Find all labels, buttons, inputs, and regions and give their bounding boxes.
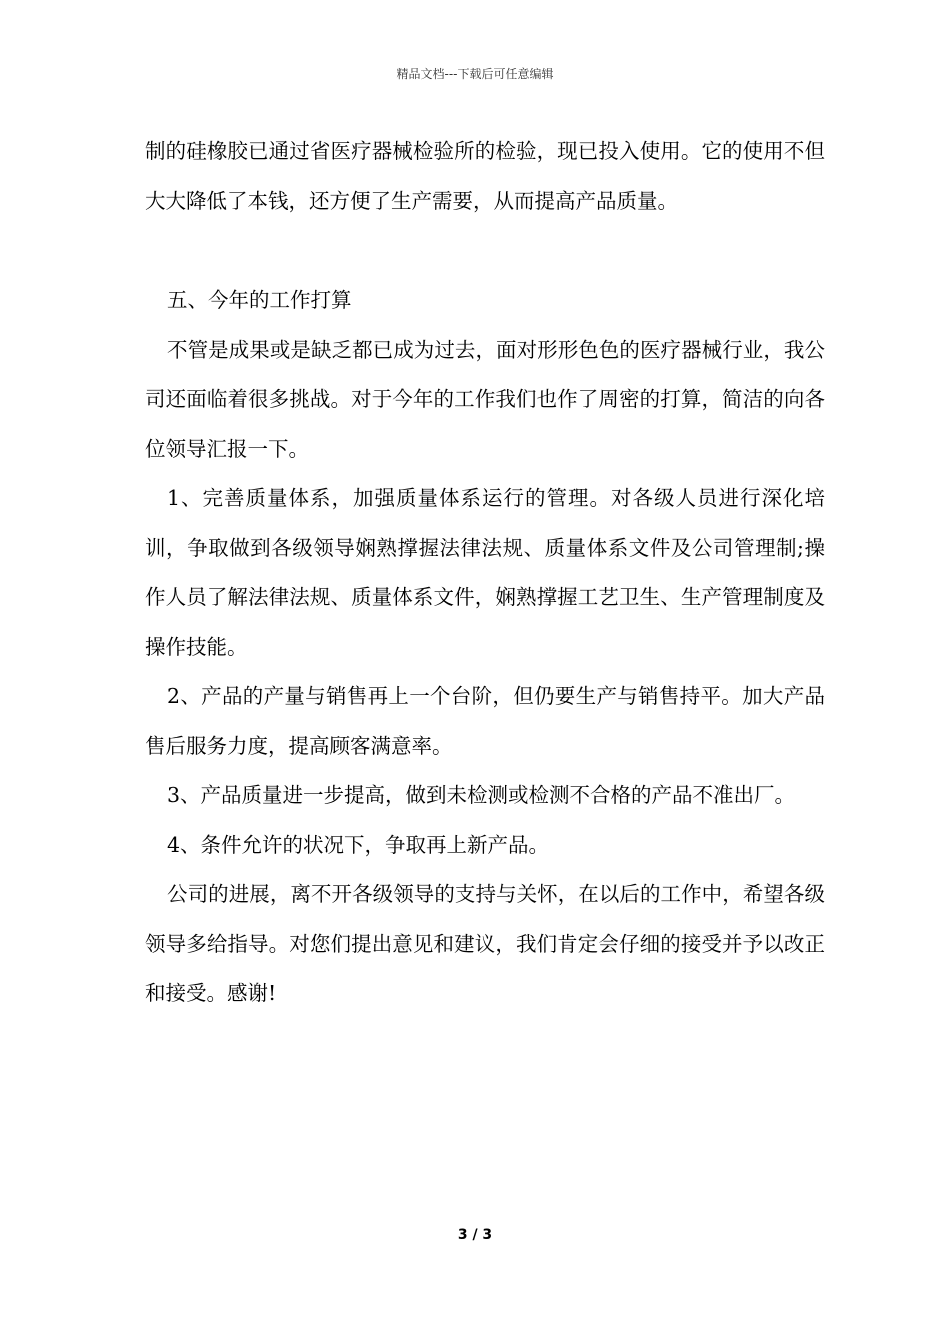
list-item-1: 1、完善质量体系，加强质量体系运行的管理。对各级人员进行深化培训，争取做到各级领导娴熟撑握法律法规、质量体系文件及公司管理制;操作人员了解法律法规、质量体系文件，娴熟撑握工艺卫生、生产管理制度及操作技能。 <box>145 486 825 659</box>
page-number: 3 / 3 <box>457 1227 493 1243</box>
paragraph-continuation: 制的硅橡胶已通过省医疗器械检验所的检验，现已投入使用。它的使用不但大大降低了本钱，还方便了生产需要，从而提高产品质量。 <box>145 139 825 213</box>
list-item-3: 3、产品质量进一步提高，做到未检测或检测不合格的产品不准出厂。 <box>167 783 796 807</box>
section-heading: 五、今年的工作打算 <box>167 288 352 312</box>
paragraph-closing: 公司的进展，离不开各级领导的支持与关怀，在以后的工作中，希望各级领导多给指导。对您们提出意见和建议，我们肯定会仔细的接受并予以改正和接受。感谢! <box>145 882 825 1005</box>
page-header: 精品文档---下载后可任意编辑 <box>396 67 554 81</box>
list-item-2: 2、产品的产量与销售再上一个台阶，但仍要生产与销售持平。加大产品售后服务力度，提高顾客满意率。 <box>145 684 825 758</box>
list-item-4: 4、条件允许的状况下，争取再上新产品。 <box>167 832 550 857</box>
paragraph-intro: 不管是成果或是缺乏都已成为过去，面对形形色色的医疗器械行业，我公司还面临着很多挑战。对于今年的工作我们也作了周密的打算，简洁的向各位领导汇报一下。 <box>145 337 825 461</box>
document-body <box>145 127 825 1019</box>
